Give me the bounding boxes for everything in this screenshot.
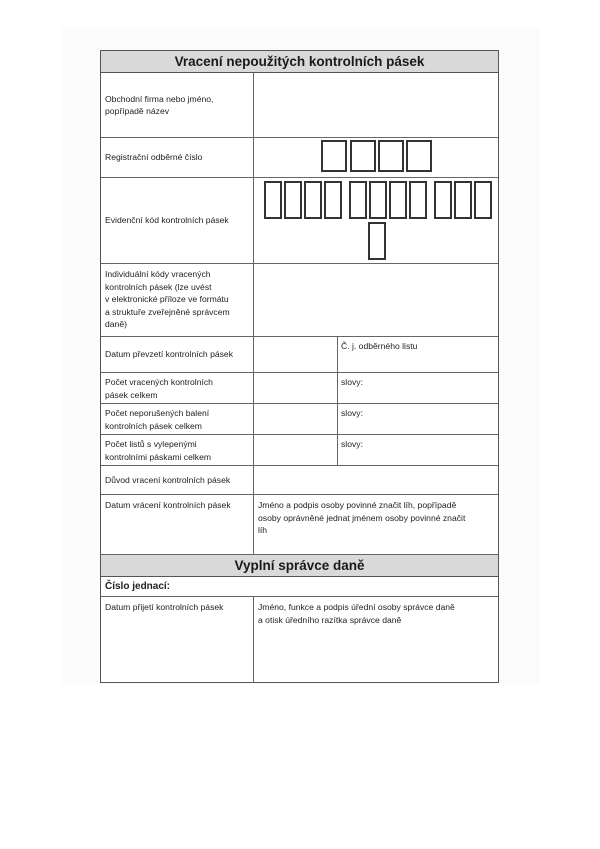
char-box[interactable] <box>349 181 367 219</box>
label-pocet-vracenych: Počet vracených kontrolních pásek celkem <box>101 373 254 403</box>
row-pocet-listu <box>101 435 498 466</box>
form-title: Vracení nepoužitých kontrolních pásek <box>101 51 498 73</box>
char-box[interactable] <box>474 181 492 219</box>
row-registracni <box>101 138 498 178</box>
row-individualni <box>101 264 498 337</box>
row-datum-vraceni <box>101 495 498 555</box>
char-box[interactable] <box>389 181 407 219</box>
label-datum-prijeti: Datum přijetí kontrolních pásek <box>101 597 254 683</box>
label-cj-odberneho: Č. j. odběrného listu <box>341 341 418 351</box>
char-box[interactable] <box>321 140 347 172</box>
column-divider <box>337 373 338 403</box>
label-datum-vraceni: Datum vrácení kontrolních pásek <box>101 495 254 554</box>
label-duvod: Důvod vracení kontrolních pásek <box>101 466 254 494</box>
label-pocet-baleni: Počet neporušených balení kontrolních pásek celkem <box>101 404 254 434</box>
char-box[interactable] <box>264 181 282 219</box>
row-datum-prijeti <box>101 597 498 683</box>
row-datum-prevzeti <box>101 337 498 373</box>
char-box[interactable] <box>304 181 322 219</box>
char-box[interactable] <box>409 181 427 219</box>
label-slovy: slovy: <box>341 377 363 387</box>
row-cislo-jednaci <box>101 577 498 597</box>
label-evidencni: Evidenční kód kontrolních pásek <box>101 178 254 263</box>
section2-title: Vyplní správce daně <box>101 555 498 577</box>
row-pocet-vracenych <box>101 373 498 404</box>
label-jmeno-podpis: Jméno a podpis osoby povinné značit líh, popřípadě osoby oprávněné jednat jménem osoby povinné značit líh <box>258 500 466 535</box>
char-box[interactable] <box>284 181 302 219</box>
label-individualni: Individuální kódy vracených kontrolních pásek (lze uvést v elektronické příloze ve formátu a struktuře zveřejněné správcem daně) <box>101 264 254 336</box>
char-box[interactable] <box>434 181 452 219</box>
return-form-table <box>100 50 499 683</box>
char-box[interactable] <box>368 222 386 260</box>
char-box[interactable] <box>406 140 432 172</box>
char-box[interactable] <box>454 181 472 219</box>
label-firma: Obchodní firma nebo jméno, popřípadě název <box>101 73 254 137</box>
row-evidencni <box>101 178 498 264</box>
label-registracni: Registrační odběrné číslo <box>101 138 254 177</box>
label-pocet-listu: Počet listů s vylepenými kontrolními páskami celkem <box>101 435 254 465</box>
char-box[interactable] <box>369 181 387 219</box>
row-pocet-baleni <box>101 404 498 435</box>
label-slovy: slovy: <box>341 408 363 418</box>
column-divider <box>337 337 338 372</box>
char-box[interactable] <box>378 140 404 172</box>
label-cislo-jednaci: Číslo jednací: <box>105 581 171 592</box>
row-firma <box>101 73 498 138</box>
label-funkce-podpis: Jméno, funkce a podpis úřední osoby správce daně a otisk úředního razítka správce daně <box>258 602 455 625</box>
label-slovy: slovy: <box>341 439 363 449</box>
column-divider <box>337 404 338 434</box>
label-datum-prevzeti: Datum převzetí kontrolních pásek <box>101 337 254 372</box>
char-box[interactable] <box>324 181 342 219</box>
column-divider <box>337 435 338 465</box>
row-duvod <box>101 466 498 495</box>
char-box[interactable] <box>350 140 376 172</box>
